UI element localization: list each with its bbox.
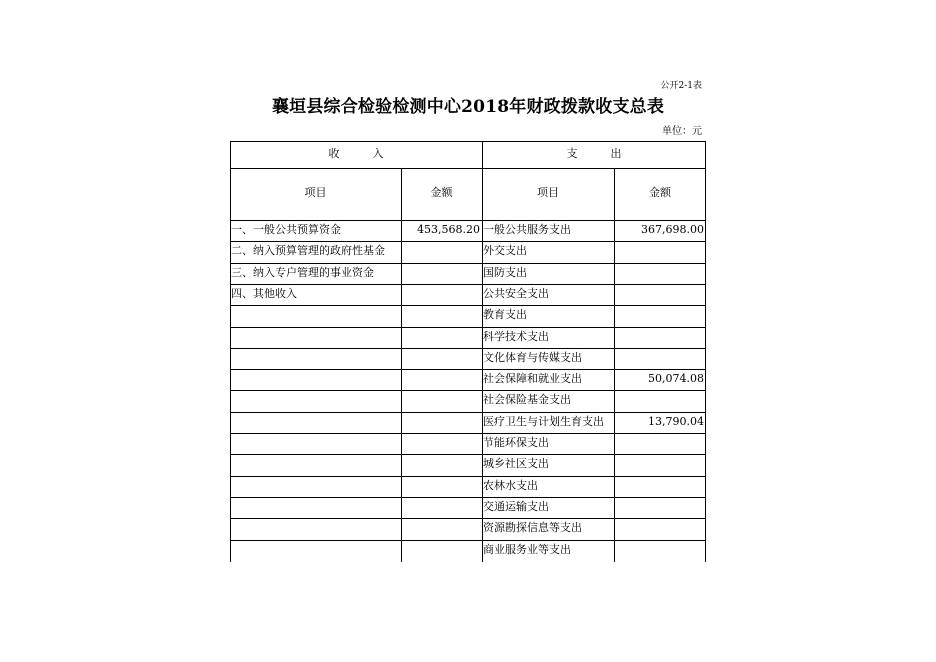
- row-divider: [230, 540, 706, 541]
- row-divider: [230, 454, 706, 455]
- income-amount-cell: 453,568.20: [417, 223, 480, 236]
- row-divider: [230, 518, 706, 519]
- row-divider: [230, 390, 706, 391]
- expense-item-cell: 资源勘探信息等支出: [483, 521, 582, 535]
- row-divider: [230, 305, 706, 306]
- expense-item-cell: 公共安全支出: [483, 286, 549, 300]
- row-divider: [230, 433, 706, 434]
- income-item-cell: 四、其他收入: [231, 286, 297, 300]
- column-divider: [614, 168, 615, 562]
- row-divider: [230, 476, 706, 477]
- income-header: 收 入: [328, 147, 384, 160]
- row-divider: [230, 327, 706, 328]
- table-border: [230, 168, 706, 169]
- expense-item-cell: 科学技术支出: [483, 329, 549, 343]
- expense-item-cell: 社会保险基金支出: [483, 393, 571, 407]
- income-amount-header: 金额: [430, 186, 453, 199]
- expense-amount-cell: 367,698.00: [641, 223, 704, 236]
- column-divider: [401, 168, 402, 562]
- expense-item-cell: 医疗卫生与计划生育支出: [483, 414, 604, 428]
- page-title: 襄垣县综合检验检测中心2018年财政拨款收支总表: [271, 97, 665, 117]
- expense-item-cell: 节能环保支出: [483, 436, 549, 449]
- expense-item-cell: 交通运输支出: [483, 499, 549, 513]
- row-divider: [230, 348, 706, 349]
- expense-amount-cell: 50,074.08: [648, 372, 704, 386]
- expense-item-cell: 文化体育与传媒支出: [483, 350, 582, 364]
- income-item-cell: 二、纳入预算管理的政府性基金: [231, 244, 385, 258]
- form-code: 公开2-1表: [660, 81, 702, 91]
- column-divider: [482, 141, 483, 562]
- expense-item-cell: 一般公共服务支出: [483, 223, 571, 236]
- table-border: [705, 141, 706, 562]
- expense-item-cell: 城乡社区支出: [483, 457, 549, 471]
- expense-amount-cell: 13,790.04: [648, 414, 704, 428]
- expense-item-cell: 外交支出: [483, 244, 527, 258]
- table-border: [230, 141, 706, 142]
- row-divider: [230, 497, 706, 498]
- income-item-cell: 三、纳入专户管理的事业资金: [231, 265, 374, 279]
- expense-item-cell: 教育支出: [483, 308, 527, 322]
- expense-item-cell: 国防支出: [483, 265, 527, 279]
- table-border: [230, 141, 231, 562]
- expense-item-cell: 农林水支出: [483, 478, 538, 492]
- income-item-cell: 一、一般公共预算资金: [231, 223, 341, 236]
- expense-amount-header: 金额: [649, 186, 671, 199]
- income-item-header: 项目: [304, 186, 327, 199]
- unit-label: 单位：元: [662, 126, 702, 137]
- expense-item-cell: 社会保障和就业支出: [483, 372, 582, 386]
- budget-summary-table: [230, 141, 706, 562]
- expense-item-cell: 商业服务业等支出: [483, 542, 571, 556]
- expense-item-header: 项目: [537, 186, 559, 199]
- expense-header: 支 出: [566, 147, 622, 160]
